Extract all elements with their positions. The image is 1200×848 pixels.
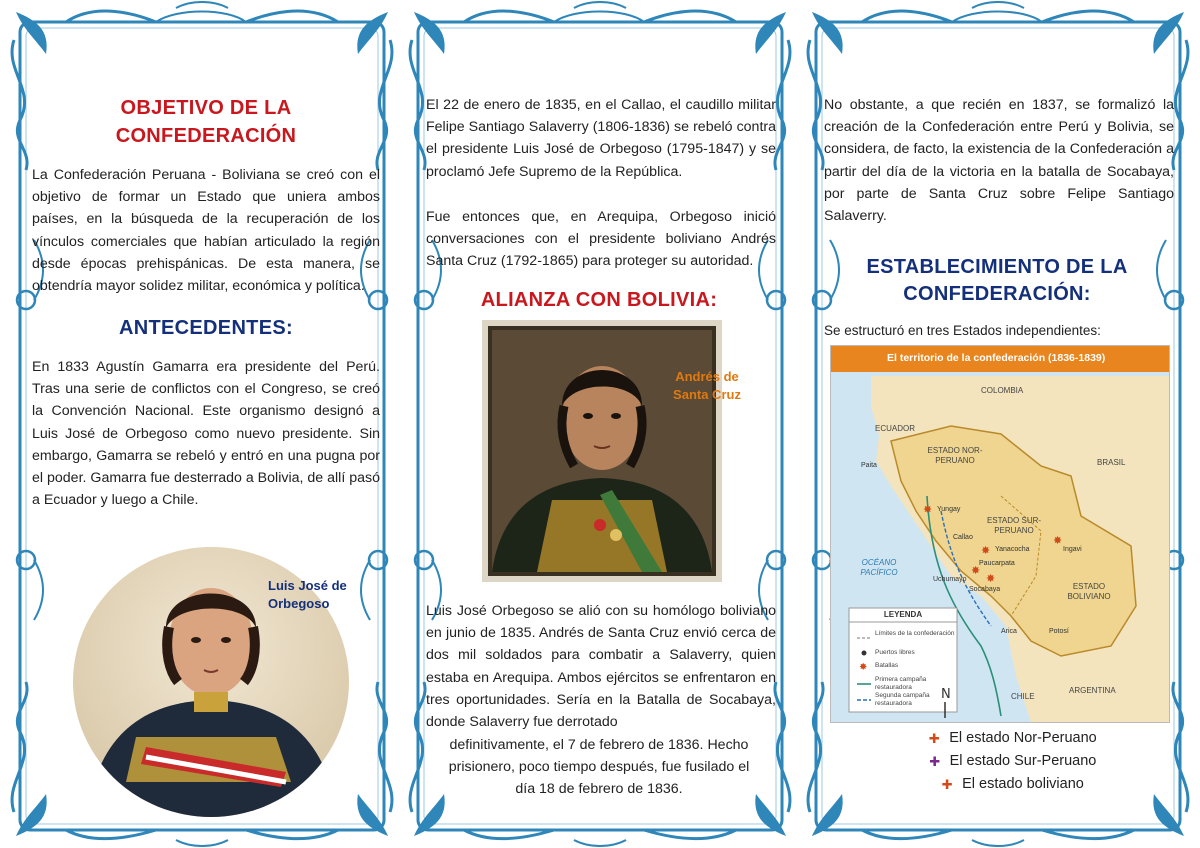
bullet-icon: ✚ xyxy=(928,731,940,746)
map-label-yanacocha: Yanacocha xyxy=(995,546,1030,553)
estado-label: El estado boliviano xyxy=(962,776,1084,792)
heading-antecedentes: ANTECEDENTES: xyxy=(119,317,293,339)
map-label-socabaya: Socabaya xyxy=(969,586,1001,593)
svg-text:N: N xyxy=(941,687,951,702)
list-item xyxy=(862,750,1162,773)
bullet-icon: ✚ xyxy=(941,777,953,792)
map-legend-item: Primera campaña restauradora xyxy=(875,676,927,691)
map-label-sur: ESTADO SUR-PERUANO xyxy=(986,516,1042,535)
map-label-ecuador: ECUADOR xyxy=(875,424,916,433)
map-label-potosi: Potosí xyxy=(1049,628,1069,635)
map-legend-item: Batallas xyxy=(875,662,899,669)
map-label-paucarpata: Paucarpata xyxy=(979,560,1015,567)
map-title: El territorio de la confederación (1836-1839) xyxy=(887,352,1106,364)
objetivo-text: La Confederación Peruana - Boliviana se creó con el objetivo de formar un Estado que uniera ambos países, en la búsqueda de la recuperación de los vínculos comerciales que habían articulado la región desde épocas prehispánicas. De esta manera, se obtendría mayor solidez militar, económica y política. xyxy=(32,167,380,295)
estados-list xyxy=(862,727,1162,796)
map-label-arica: Arica xyxy=(1001,628,1017,635)
establecimiento-intro-text: No obstante, a que recién en 1837, se formalizó la creación de la Confederación entre Perú y Bolivia, se considera, de facto, la existencia de la Confederación a partir del día de la victoria en la batalla de Socabaya, por parte de Santa Cruz sobre Felipe Santiago Salaverry. xyxy=(824,97,1174,225)
heading-alianza: ALIANZA CON BOLIVIA: xyxy=(480,289,718,311)
bullet-icon: ✚ xyxy=(929,754,941,769)
map-legend-item: Puertos libres xyxy=(875,649,915,656)
map-label-chile: CHILE xyxy=(1011,692,1035,701)
confederacion-map xyxy=(830,345,1170,723)
panel-objetivo xyxy=(6,0,398,848)
list-item xyxy=(862,773,1162,796)
antecedentes-text: En 1833 Agustín Gamarra era presidente del Perú. Tras una serie de conflictos con el Congreso, se creó la Convención Nacional. Este organismo designó a Luis José de Orbegoso como nuevo presidente. Sin embargo, Gamarra se rebeló y entró en una pugna por el poder. Gamarra fue desterrado a Bolivia, de allí pasó a Ecuador y luego a Chile. xyxy=(32,359,380,509)
map-legend-item: Segunda campaña restauradora xyxy=(875,692,930,707)
map-label-uchumayo: Uchumayo xyxy=(933,576,967,583)
map-legend-title: LEYENDA xyxy=(883,610,923,619)
svg-text:✸: ✸ xyxy=(986,572,996,585)
panel-establecimiento xyxy=(802,0,1194,848)
svg-text:✸: ✸ xyxy=(971,564,981,577)
svg-text:✸: ✸ xyxy=(981,544,991,557)
map-label-callao: Callao xyxy=(953,534,973,541)
map-label-yungay: Yungay xyxy=(937,506,961,513)
orbegoso-caption: Luis José de Orbegoso xyxy=(268,578,347,611)
map-label-colombia: COLOMBIA xyxy=(981,386,1024,395)
alianza-text: Luis José Orbegoso se alió con su homólogo boliviano en junio de 1835. Andrés de Santa Cruz envió cerca de dos mil soldados para combatir a Salaverry, quien estaba en Arequipa. Ambos ejércitos se enfrentaron en tres oportunidades. Sería en la Batalla de Socabaya, donde Salaverry fue derrotado xyxy=(426,603,776,731)
estado-label: El estado Sur-Peruano xyxy=(949,753,1097,769)
alianza-tail-text: definitivamente, el 7 de febrero de 1836. Hecho prisionero, poco tiempo después, fue fusilado el día 18 de febrero de 1836. xyxy=(448,737,750,798)
map-label-boliviano: ESTADO BOLIVIANO xyxy=(1067,582,1111,601)
map-label-argentina: ARGENTINA xyxy=(1069,686,1116,695)
map-label-oceano: OCÉANO PACÍFICO xyxy=(860,558,898,577)
santa-cruz-portrait xyxy=(482,320,722,582)
estructura-text: Se estructuró en tres Estados independientes: xyxy=(824,323,1101,338)
svg-text:✸: ✸ xyxy=(923,503,933,516)
svg-text:✸: ✸ xyxy=(1053,534,1063,547)
orbegoso-portrait xyxy=(66,532,356,822)
panel-alianza xyxy=(404,0,796,848)
estado-label: El estado Nor-Peruano xyxy=(949,730,1097,746)
map-label-nor: ESTADO NOR-PERUANO xyxy=(927,446,983,465)
heading-establecimiento: ESTABLECIMIENTO DE LA CONFEDERACIÓN: xyxy=(866,256,1128,305)
santa-cruz-caption: Andrés de Santa Cruz xyxy=(673,369,741,402)
map-label-paita: Paita xyxy=(861,462,877,469)
heading-objetivo: OBJETIVO DE LA CONFEDERACIÓN xyxy=(115,97,297,147)
map-legend-item: Límites de la confederación xyxy=(875,630,955,637)
alianza-intro-text: El 22 de enero de 1835, en el Callao, el caudillo militar Felipe Santiago Salaverry (1806-1836) se rebeló contra el presidente Luis José de Orbegoso (1795-1847) y se proclamó Jefe Supremo de la República. xyxy=(426,97,776,180)
map-label-brasil: BRASIL xyxy=(1097,458,1126,467)
svg-text:✸: ✸ xyxy=(859,662,868,673)
list-item xyxy=(862,727,1162,750)
map-label-ingavi: Ingavi xyxy=(1063,546,1082,553)
alianza-intro-text-2: Fue entonces que, en Arequipa, Orbegoso inició conversaciones con el presidente boliviano Andrés Santa Cruz (1792-1865) para proteger su autoridad. xyxy=(426,209,776,270)
